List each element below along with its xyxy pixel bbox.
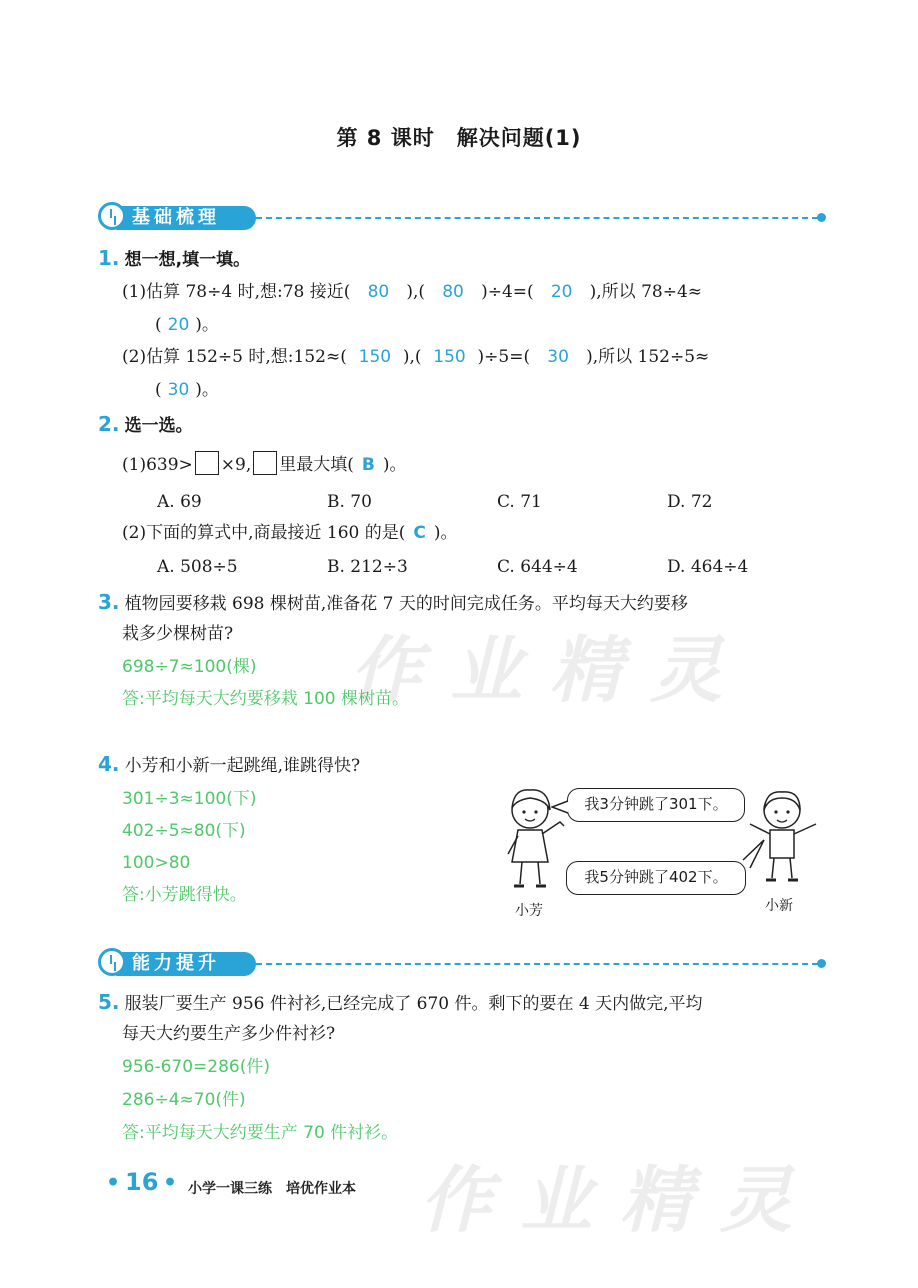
answer-choice: C <box>413 523 426 543</box>
footer-dot-left: • <box>106 1170 121 1196</box>
answer-blank: 20 <box>550 282 573 302</box>
text: ),所以 78÷4≈ <box>589 282 703 302</box>
answer-blank: 80 <box>442 282 464 302</box>
text: )。 <box>382 455 407 475</box>
section-header-basic <box>96 198 826 238</box>
answer-blank: 30 <box>547 347 569 367</box>
section-label: 基础梳理 <box>114 206 256 230</box>
question-text: 想一想,填一填。 <box>124 250 251 270</box>
answer-blank: 80 <box>367 282 390 302</box>
name-label-xiaoxin: 小新 <box>765 898 793 914</box>
question-number: 3. <box>98 590 120 614</box>
answer-line: 答:平均每天大约要生产 70 件衬衫。 <box>122 1123 399 1143</box>
question-1 <box>98 246 250 272</box>
text: (1)639> <box>122 455 193 475</box>
clock-icon <box>98 202 126 230</box>
answer-choice: B <box>361 455 375 475</box>
q1-part2-line2 <box>155 378 219 402</box>
answer-line: 100>80 <box>122 853 191 873</box>
q2-part1-option-d: D. 72 <box>667 492 713 512</box>
watermark: 作业精灵 <box>420 1157 821 1242</box>
q2-part1-option-b: B. 70 <box>327 492 372 512</box>
question-2 <box>98 412 193 438</box>
q2-part1 <box>122 451 407 477</box>
answer-blank: 150 <box>433 347 466 367</box>
question-text: 服装厂要生产 956 件衬衫,已经完成了 670 件。剩下的要在 4 天内做完,平均 <box>124 994 703 1014</box>
q2-part1-option-a: A. 69 <box>157 492 202 512</box>
answer-blank: 150 <box>358 347 392 367</box>
text: ×9, <box>220 455 252 475</box>
bubble-tail <box>551 800 569 814</box>
question-text: 植物园要移栽 698 棵树苗,准备花 7 天的时间完成任务。平均每天大约要移 <box>124 594 688 614</box>
q1-part1-line2 <box>155 313 219 337</box>
text: ( <box>155 380 162 400</box>
speech-bubble-xiaofang: 我3分钟跳了301下。 <box>567 788 745 822</box>
question-number: 1. <box>98 246 120 270</box>
text: ),( <box>402 347 422 367</box>
question-number: 2. <box>98 412 120 436</box>
question-4 <box>98 752 360 778</box>
text: (1)估算 78÷4 时,想:78 接近( <box>122 282 351 302</box>
text: ),所以 152÷5≈ <box>586 347 710 367</box>
answer-line: 答:小芳跳得快。 <box>122 885 247 905</box>
text: 里最大填( <box>279 455 354 475</box>
answer-line: 答:平均每天大约要移栽 100 棵树苗。 <box>122 689 409 709</box>
question-text: 选一选。 <box>124 416 193 436</box>
text: )。 <box>195 315 219 335</box>
answer-line: 956-670=286(件) <box>122 1057 270 1077</box>
answer-line: 698÷7≈100(棵) <box>122 657 257 677</box>
text: (2)估算 152÷5 时,想:152≈( <box>122 347 347 367</box>
text: (2)下面的算式中,商最接近 160 的是( <box>122 523 406 543</box>
clock-icon <box>98 948 126 976</box>
answer-line: 402÷5≈80(下) <box>122 821 246 841</box>
text: ),( <box>406 282 426 302</box>
empty-box <box>253 451 277 475</box>
question-text-line2: 栽多少棵树苗? <box>122 624 234 644</box>
divider-end-dot <box>817 213 826 222</box>
page-title: 第 8 课时 解决问题(1) <box>336 126 582 150</box>
answer-blank: 20 <box>167 315 190 335</box>
divider-end-dot <box>817 959 826 968</box>
text: )÷4=( <box>481 282 534 302</box>
footer-dot-right: • <box>163 1170 178 1196</box>
question-text: 小芳和小新一起跳绳,谁跳得快? <box>124 756 361 776</box>
empty-box <box>195 451 219 475</box>
question-number: 5. <box>98 990 120 1014</box>
q2-part2 <box>122 521 458 545</box>
text: )÷5=( <box>477 347 531 367</box>
child-xiaoxin-illustration <box>740 780 830 895</box>
speech-bubble-xiaoxin: 我5分钟跳了402下。 <box>566 861 746 895</box>
watermark: 作业精灵 <box>350 627 751 712</box>
footer-book-title: 小学一课三练 培优作业本 <box>188 1181 356 1197</box>
text: )。 <box>433 523 458 543</box>
q2-part2-option-c: C. 644÷4 <box>497 557 578 577</box>
answer-blank: 30 <box>167 380 190 400</box>
section-label: 能力提升 <box>114 952 256 976</box>
answer-line: 301÷3≈100(下) <box>122 789 257 809</box>
question-text-line2: 每天大约要生产多少件衬衫? <box>122 1024 336 1044</box>
question-number: 4. <box>98 752 120 776</box>
name-label-xiaofang: 小芳 <box>515 903 543 919</box>
q2-part1-option-c: C. 71 <box>497 492 542 512</box>
dashed-divider <box>256 963 818 965</box>
dashed-divider <box>256 217 818 219</box>
q2-part2-option-b: B. 212÷3 <box>327 557 408 577</box>
q1-part2-line1 <box>122 345 709 369</box>
answer-line: 286÷4≈70(件) <box>122 1090 246 1110</box>
text: ( <box>155 315 162 335</box>
section-header-advanced <box>96 944 826 984</box>
question-5 <box>98 990 703 1016</box>
page-number: 16 <box>125 1168 159 1196</box>
text: )。 <box>195 380 219 400</box>
q1-part1-line1 <box>122 280 702 304</box>
q2-part2-option-a: A. 508÷5 <box>157 557 238 577</box>
q2-part2-option-d: D. 464÷4 <box>667 557 749 577</box>
